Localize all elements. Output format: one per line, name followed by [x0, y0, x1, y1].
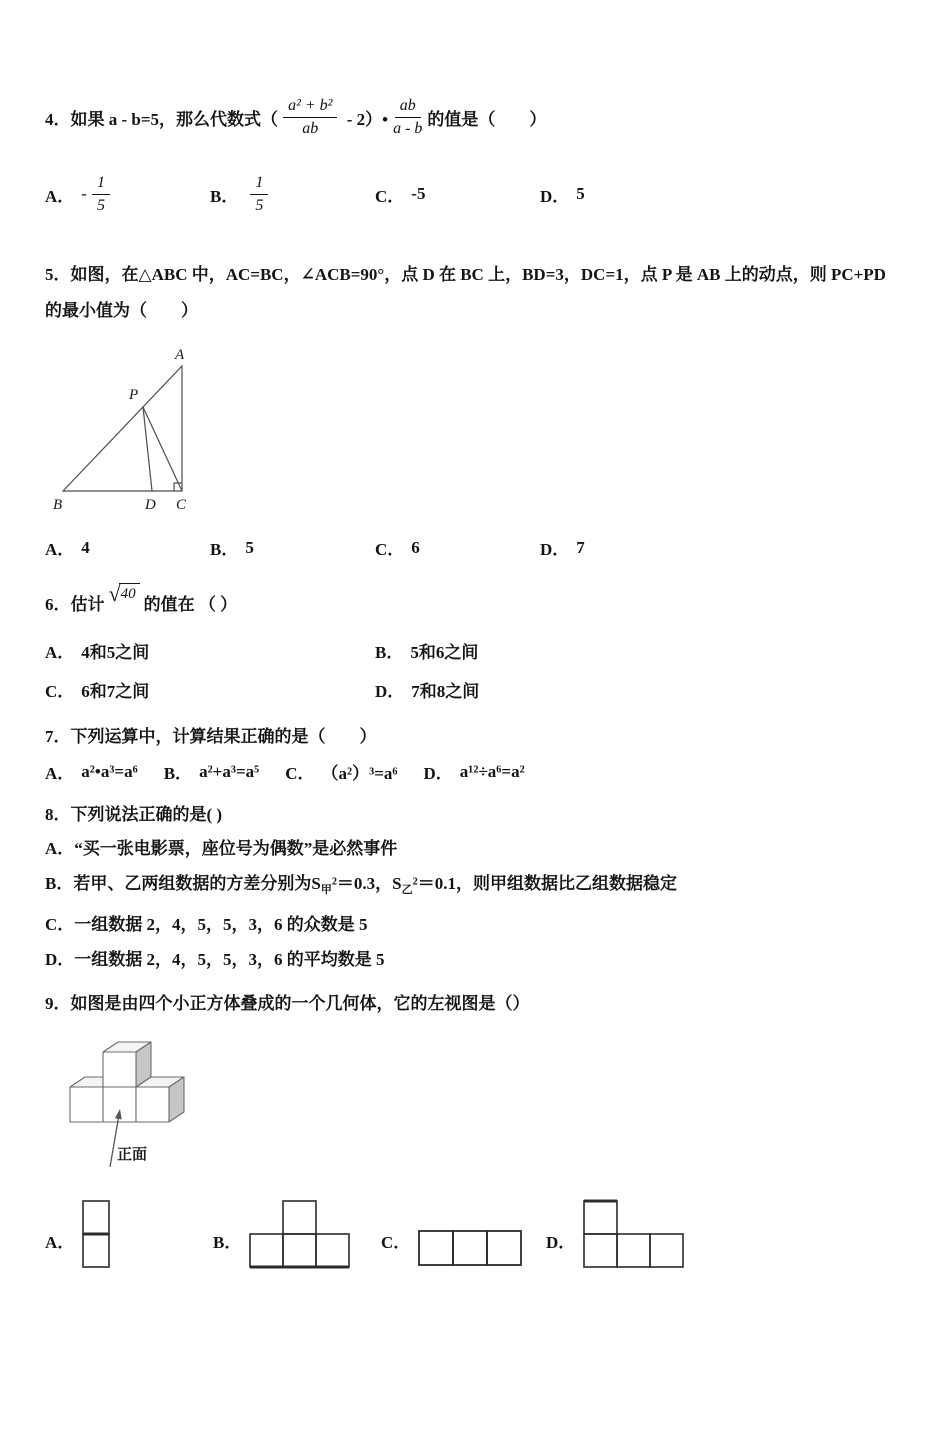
option-b: B． 5 — [210, 537, 254, 559]
left-view-shape-a — [81, 1199, 111, 1269]
question-9-stem: 9．如图是由四个小正方体叠成的一个几何体，它的左视图是（） — [45, 994, 530, 1013]
point-label-p: P — [129, 387, 139, 403]
option-d: D． a¹²÷a⁶=a² — [423, 761, 525, 783]
question-9 — [45, 989, 905, 1269]
question-4 — [45, 96, 905, 223]
question-5-options — [45, 535, 905, 560]
question-5-stem: 5．如图，在△ABC 中，AC=BC，∠ACB=90°，点 D 在 BC 上，BD=3，DC=1，点 P 是 AB 上的动点，则 PC+PD 的最小值为（ ） — [45, 265, 891, 320]
question-4-number: 4． — [45, 110, 71, 129]
option-c: C． -5 — [375, 184, 426, 206]
cube-front-face — [136, 1087, 169, 1122]
fraction-ab-over-a-minus-b: $\frac{ab}{a - b}$ — [393, 97, 423, 137]
option-a: A． a²•a³=a⁶ — [45, 761, 138, 783]
front-label: 正面 — [117, 1147, 148, 1163]
segment-pc — [143, 407, 182, 491]
option-c-value: -5 — [411, 184, 426, 203]
question-7-options — [45, 759, 905, 784]
option-d: D． 5 — [540, 184, 585, 206]
left-view-shape-b — [248, 1199, 351, 1269]
cube-front-face — [103, 1052, 136, 1087]
question-6 — [45, 582, 905, 702]
subscript-jia: 甲 — [320, 884, 332, 896]
option-d: D． 7 — [540, 537, 585, 559]
question-8-stem: 8．下列说法正确的是( ) — [45, 805, 223, 824]
option-c: C． （a²）³=a⁶ — [285, 764, 398, 783]
minus-sign: - — [81, 184, 87, 203]
fraction-1-over-5: $\frac{1}{5}$ — [250, 173, 268, 216]
vertex-label-a: A — [175, 347, 185, 363]
option-a: A． 4 — [45, 537, 90, 559]
cube-solid-figure — [55, 1032, 235, 1172]
question-4-stem — [45, 96, 905, 139]
triangle-figure — [45, 341, 235, 516]
option-b: B．若甲、乙两组数据的方差分别为$S_甲^2=0.3$，$S_乙^2=0.1$，则甲组数据比乙组数据稳定 — [45, 874, 677, 896]
fraction-a2b2-over-ab: $\frac{\text{a² + b²}}{ab}$ — [283, 96, 337, 139]
option-b: B． 5和6之间 — [375, 643, 479, 662]
question-5 — [45, 257, 905, 560]
option-d-value: 5 — [576, 184, 585, 203]
sqrt-40 — [109, 583, 140, 605]
option-d: D．一组数据 2，4，5，5，3，6 的平均数是 5 — [45, 950, 385, 969]
fraction-1-over-5: $\frac{1}{5}$ — [92, 173, 110, 216]
radical-sign: √ — [108, 581, 121, 606]
option-a: A．“买一张电影票，座位号为偶数”是必然事件 — [45, 839, 398, 858]
question-7-stem: 7．下列运算中，计算结果正确的是（ ） — [45, 727, 377, 746]
triangle-abc — [63, 366, 182, 491]
vertex-label-b: B — [53, 497, 63, 513]
question-6-options — [45, 638, 905, 702]
vertex-label-d: D — [145, 497, 156, 513]
exam-page — [0, 96, 950, 1269]
option-a: A． — [45, 1199, 213, 1269]
left-view-shape-c — [417, 1229, 523, 1269]
question-6-stem: 6．估计 √ 40 的值在 （ ） — [45, 581, 238, 614]
question-8 — [45, 800, 905, 971]
question-9-options — [45, 1199, 905, 1269]
option-d: D． — [546, 1199, 905, 1269]
option-c: C． 6 — [375, 537, 420, 559]
option-b: B． — [213, 1199, 381, 1269]
question-7 — [45, 722, 905, 784]
question-4-text-mid: - 2）• — [342, 110, 389, 129]
option-c: C． — [381, 1228, 546, 1269]
segment-pd — [143, 407, 152, 491]
option-c: C．一组数据 2，4，5，5，3，6 的众数是 5 — [45, 915, 368, 934]
radicand: 40 — [119, 583, 140, 605]
left-view-shape-d — [582, 1199, 685, 1269]
question-4-text-post: 的值是（ ） — [427, 110, 547, 129]
option-c: C． 6和7之间 — [45, 682, 150, 701]
option-a: A． 4和5之间 — [45, 643, 150, 662]
vertex-label-c: C — [176, 497, 187, 513]
option-d: D． 7和8之间 — [375, 682, 480, 701]
option-b: B． $\frac{1}{5}$ — [210, 173, 375, 216]
option-a: A． - $\frac{1}{5}$ — [45, 173, 210, 216]
option-b: B． a²+a³=a⁵ — [163, 761, 260, 783]
cube-front-face — [70, 1087, 103, 1122]
question-4-options — [45, 165, 905, 223]
subscript-yi: 乙 — [401, 884, 413, 896]
question-4-text-pre: 如果 a - b=5，那么代数式（ — [70, 110, 279, 129]
